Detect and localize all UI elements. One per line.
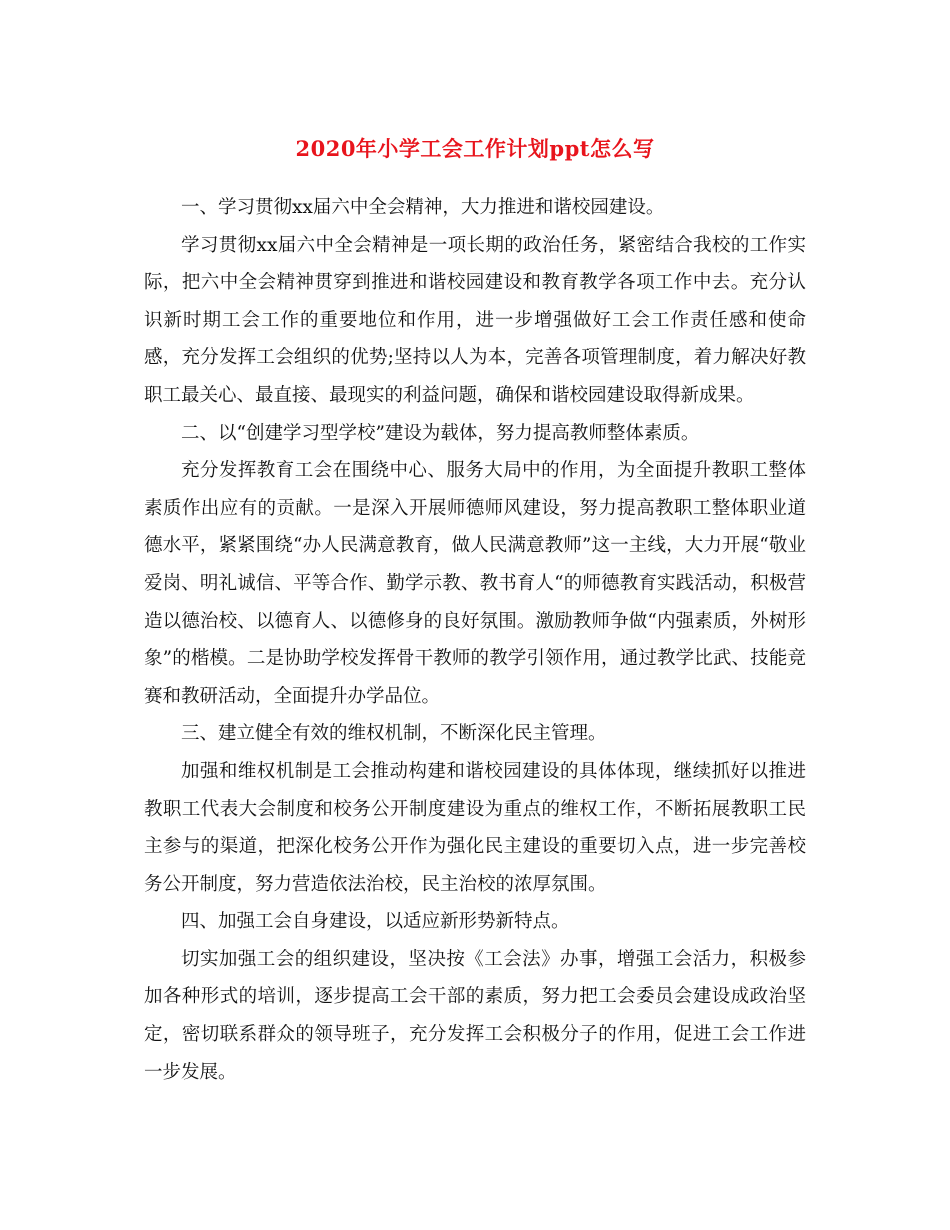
section-heading-1: 一、学习贯彻xx届六中全会精神，大力推进和谐校园建设。 bbox=[181, 197, 665, 218]
document-body bbox=[144, 189, 806, 1091]
section-heading-2: 二、以“创建学习型学校”建设为载体，努力提高教师整体素质。 bbox=[181, 422, 700, 444]
section-heading-4: 四、加强工会自身建设，以适应新形势新特点。 bbox=[181, 911, 570, 933]
section-paragraph-1: 学习贯彻xx届六中全会精神是一项长期的政治任务，紧密结合我校的工作实际，把六中全会精神贯穿到推进和谐校园建设和教育教学各项工作中去。充分认识新时期工会工作的重要地位和作用，进一步增强做好工会工作责任感和使命感，充分发挥工会组织的优势;坚持以人为本，完善各项管理制度，着力解决好教职工最关心、最直接、最现实的利益问题，确保和谐校园建设取得新成果。 bbox=[144, 234, 806, 406]
section-heading-3: 三、建立健全有效的维权机制，不断深化民主管理。 bbox=[181, 723, 607, 745]
section-paragraph-2: 充分发挥教育工会在围绕中心、服务大局中的作用，为全面提升教职工整体素质作出应有的贡献。一是深入开展师德师风建设，努力提高教职工整体职业道德水平，紧紧围绕“办人民满意教育，做人民满意教师”这一主线，大力开展“敬业爱岗、明礼诚信、平等合作、勤学示教、教书育人“的师德教育实践活动，积极营造以德治校、以德育人、以德修身的良好氛围。激励教师争做“内强素质，外树形象”的楷模。二是协助学校发挥骨干教师的教学引领作用，通过教学比武、技能竞赛和教研活动，全面提升办学品位。 bbox=[144, 460, 806, 707]
section-paragraph-4: 切实加强工会的组织建设，坚决按《工会法》办事，增强工会活力，积极参加各种形式的培训，逐步提高工会干部的素质，努力把工会委员会建设成政治坚定，密切联系群众的领导班子，充分发挥工会积极分子的作用，促进工会工作进一步发展。 bbox=[144, 948, 806, 1083]
document-title: 2020年小学工会工作计划ppt怎么写 bbox=[295, 136, 655, 161]
section-paragraph-3: 加强和维权机制是工会推动构建和谐校园建设的具体体现，继续抓好以推进教职工代表大会制度和校务公开制度建设为重点的维权工作，不断拓展教职工民主参与的渠道，把深化校务公开作为强化民主建设的重要切入点，进一步完善校务公开制度，努力营造依法治校，民主治校的浓厚氛围。 bbox=[144, 760, 806, 895]
